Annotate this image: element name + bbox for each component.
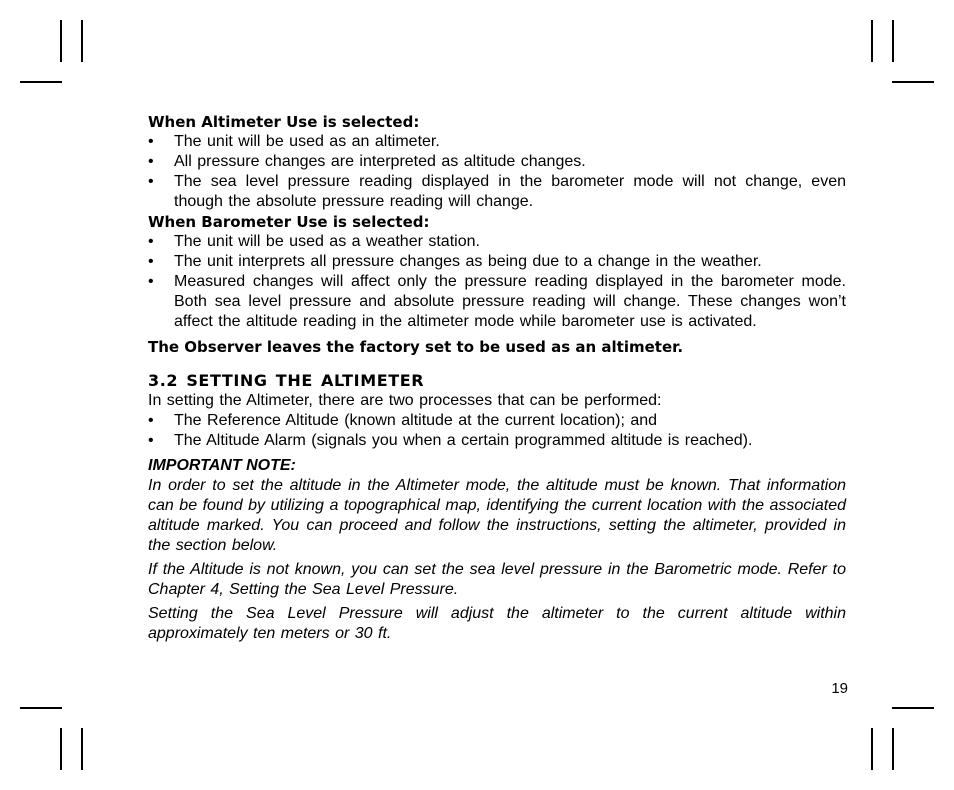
crop-mark-top-right-horizontal xyxy=(892,81,934,83)
crop-mark-top-left-vertical-1 xyxy=(60,20,62,62)
important-note-paragraph: Setting the Sea Level Pressure will adjust the altimeter to the current altitude within approximately ten meters or 30 ft. xyxy=(148,605,846,642)
crop-mark-bottom-left-vertical-1 xyxy=(60,728,62,770)
crop-mark-top-left-horizontal xyxy=(20,81,62,83)
section-title: 3.2 SETTING THE ALTIMETER xyxy=(148,371,425,390)
process-list xyxy=(148,411,846,451)
crop-mark-bottom-right-vertical-1 xyxy=(871,728,873,770)
barometer-use-heading: When Barometer Use is selected: xyxy=(148,213,430,231)
important-note-paragraph: In order to set the altitude in the Altimeter mode, the altitude must be known. That information can be found by utilizing a topographical map, identifying the current location with the associated altitude marked. You can proceed and follow the instructions, setting the altimeter, provided in the section below. xyxy=(148,477,846,554)
crop-mark-bottom-right-horizontal xyxy=(892,707,934,709)
important-note-label: IMPORTANT NOTE: xyxy=(148,457,296,474)
altimeter-use-heading: When Altimeter Use is selected: xyxy=(148,113,420,131)
list-item: • The Altitude Alarm (signals you when a certain programmed altitude is reached). xyxy=(148,431,846,451)
list-item: • All pressure changes are interpreted as altitude changes. xyxy=(148,152,846,172)
list-item: • The unit will be used as a weather station. xyxy=(148,232,846,252)
crop-mark-bottom-left-vertical-2 xyxy=(81,728,83,770)
factory-statement: The Observer leaves the factory set to be used as an altimeter. xyxy=(148,338,684,356)
crop-mark-top-right-vertical-2 xyxy=(892,20,894,62)
important-note-paragraph: If the Altitude is not known, you can set the sea level pressure in the Barometric mode. Refer to Chapter 4, Setting the Sea Level Pressure. xyxy=(148,561,846,598)
section-intro: In setting the Altimeter, there are two processes that can be performed: xyxy=(148,392,662,409)
crop-mark-top-right-vertical-1 xyxy=(871,20,873,62)
list-item: • The unit interprets all pressure changes as being due to a change in the weather. xyxy=(148,252,846,272)
page-number: 19 xyxy=(831,680,848,697)
page-content xyxy=(148,112,846,644)
list-item: • The Reference Altitude (known altitude at the current location); and xyxy=(148,411,846,431)
list-item: • Measured changes will affect only the pressure reading displayed in the barometer mode. Both sea level pressure and absolute pressure reading will change. These changes won’t affect the altitude reading in the altimeter mode while barometer use is activated. xyxy=(148,272,846,332)
crop-mark-bottom-right-vertical-2 xyxy=(892,728,894,770)
barometer-use-list xyxy=(148,232,846,332)
crop-mark-top-left-vertical-2 xyxy=(81,20,83,62)
altimeter-use-list xyxy=(148,132,846,212)
list-item: • The unit will be used as an altimeter. xyxy=(148,132,846,152)
crop-mark-bottom-left-horizontal xyxy=(20,707,62,709)
list-item: • The sea level pressure reading displayed in the barometer mode will not change, even though the absolute pressure reading will change. xyxy=(148,172,846,212)
